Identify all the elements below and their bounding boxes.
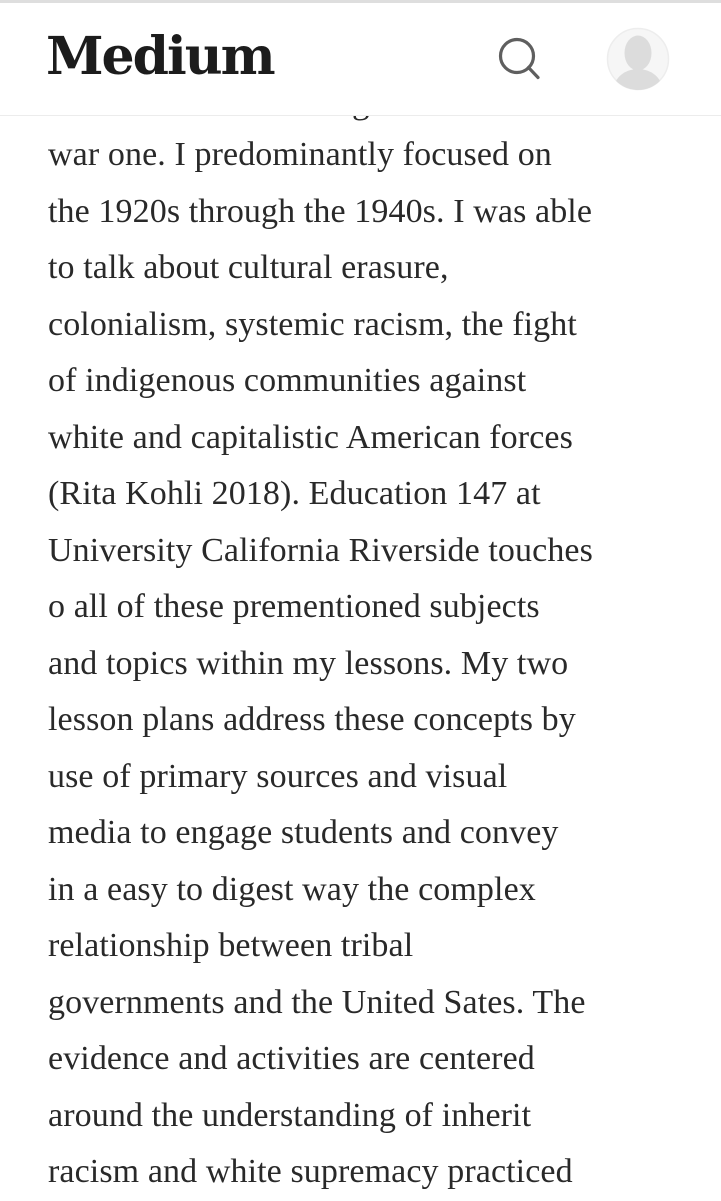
article-line: colonialism, systemic racism, the fight <box>48 305 577 343</box>
article-line: University California Riverside touches <box>48 531 593 569</box>
app-header <box>0 0 721 116</box>
article-line: governments and the United Sates. The <box>48 983 586 1021</box>
article-line: lesson plans address these concepts by <box>48 701 576 738</box>
medium-logo[interactable]: Medium <box>46 26 274 87</box>
search-button[interactable] <box>494 34 544 86</box>
profile-avatar-button[interactable] <box>606 27 670 91</box>
article-line: o all of these prementioned subjects <box>48 588 540 625</box>
article-line: (Rita Kohli 2018). Education 147 at <box>48 475 541 512</box>
article-line: evidence and activities are centered <box>48 1040 535 1077</box>
avatar-icon <box>606 79 670 94</box>
article-line: in a easy to digest way the complex <box>48 870 536 908</box>
article-line: to talk about cultural erasure, <box>48 249 449 286</box>
article-line: the 1920s through the 1940s. I was able <box>48 192 593 230</box>
article-line: racism and white supremacy practiced <box>48 1153 573 1190</box>
article-line: media to engage students and convey <box>48 814 559 851</box>
article-line: use of primary sources and visual <box>48 757 508 795</box>
article-line: white and capitalistic American forces <box>48 418 573 456</box>
article-line: of indigenous communities against <box>48 362 527 399</box>
article-line: relationship between tribal <box>48 927 414 964</box>
article-line: around the understanding of inherit <box>48 1096 532 1134</box>
top-divider <box>0 0 721 3</box>
article-body <box>48 127 673 1201</box>
search-icon <box>494 74 544 89</box>
article-line: war one. I predominantly focused on <box>48 136 552 173</box>
article-line: and topics within my lessons. My two <box>48 644 569 682</box>
